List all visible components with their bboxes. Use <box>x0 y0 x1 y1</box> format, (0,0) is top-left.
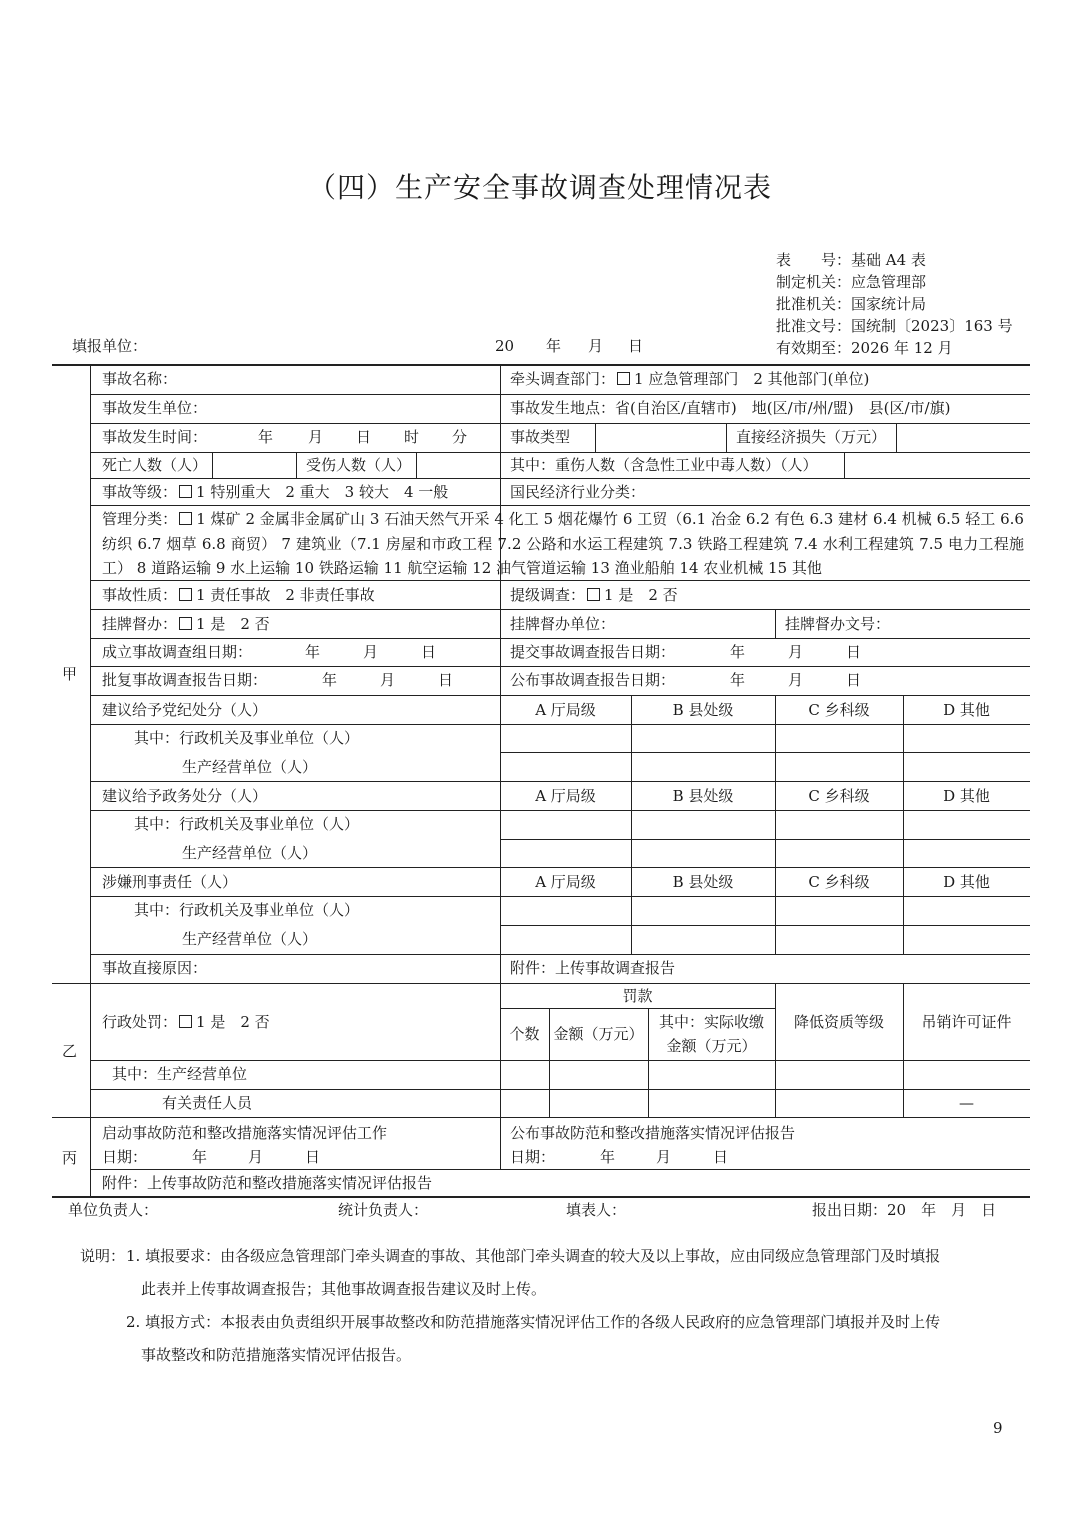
accident-location-label: 事故发生地点：省(自治区/直辖市) 地(区/市/州/盟) 县(区/市/旗) <box>510 399 951 417</box>
publish-eval-label: 公布事故防范和整改措施落实情况评估报告 <box>510 1124 796 1142</box>
section-label-jia: 甲 <box>62 665 78 683</box>
downgrade-qualification-header: 降低资质等级 <box>793 1013 884 1031</box>
gov-sub-biz-label: 生产经营单位（人） <box>182 844 318 862</box>
setup-date-day: 日 <box>421 643 437 661</box>
page-title: （四）生产安全事故调查处理情况表 <box>307 171 772 204</box>
admin-penalty-field[interactable]: 行政处罚： 1 是 2 否 <box>102 1013 270 1031</box>
deaths-label: 死亡人数（人） <box>102 456 208 474</box>
supervise-field[interactable]: 挂牌督办： 1 是 2 否 <box>102 615 270 633</box>
setup-date-year: 年 <box>305 643 321 661</box>
direct-cause-label: 事故直接原因： <box>102 959 208 977</box>
publish-eval-month: 月 <box>656 1148 672 1166</box>
stat-head-label: 统计负责人： <box>338 1201 429 1219</box>
injured-label: 受伤人数（人） <box>306 456 412 474</box>
time-month: 月 <box>308 428 324 446</box>
lead-dept-checkbox[interactable] <box>617 372 630 385</box>
fine-header: 罚款 <box>622 987 653 1005</box>
header-date-year: 年 <box>546 337 562 355</box>
publish-eval-day: 日 <box>713 1148 729 1166</box>
party-col-d: D 其他 <box>943 701 990 719</box>
criminal-col-c: C 乡科级 <box>808 873 870 891</box>
industry-classification-label: 国民经济行业分类： <box>510 483 646 501</box>
gov-sub-admin-label: 其中：行政机关及事业单位（人） <box>134 815 360 833</box>
note-1-line-2: 此表并上传事故调查报告；其他事故调查报告建议及时上传。 <box>141 1280 547 1298</box>
accident-level-field[interactable]: 事故等级： 1 特别重大 2 重大 3 较大 4 一般 <box>102 483 449 501</box>
submit-date-label: 提交事故调查报告日期： <box>510 643 676 661</box>
meta-approval-number: 批准文号：国统制〔2023〕163 号 <box>776 317 1013 335</box>
economic-loss-label: 直接经济损失（万元） <box>736 428 887 446</box>
management-classification-field[interactable]: 管理分类： 1 煤矿 2 金属非金属矿山 3 石油天然气开采 4 化工 5 烟花爆竹 6 工贸（6.1 冶金 6.2 有色 6.3 建材 6.4 机械 6.5 轻工 6.6 纺织 6.7 烟草 6.8 商贸） 7 建筑业（7.1 房屋和市政工程 7.2 公路和水运工程建筑 7.3 铁路工程建筑 7.4 水利工程建筑 7.5 电力工程施工） 8 道路运输 9 水上运输 10 铁路运输 11 航空运输 12 油气管道运输 13 渔业船舶 14 农业机械 15 其他 <box>102 510 1024 577</box>
start-eval-year: 年 <box>192 1148 208 1166</box>
note-2-line-1: 2. 填报方式：本报表由负责组织开展事故整改和防范措施落实情况评估工作的各级人民政府的应急管理部门填报并及时上传 <box>126 1313 941 1331</box>
reporting-unit-label: 填报单位： <box>72 337 148 355</box>
fine-actual-header-line1: 其中：实际收缴 <box>658 1013 764 1031</box>
time-day: 日 <box>356 428 372 446</box>
header-date-month: 月 <box>588 337 604 355</box>
accident-nature-field[interactable]: 事故性质： 1 责任事故 2 非责任事故 <box>102 586 375 604</box>
gov-col-c: C 乡科级 <box>808 787 870 805</box>
revoke-na-dash: — <box>959 1094 974 1112</box>
submit-date-month: 月 <box>788 643 804 661</box>
accident-time-label: 事故发生时间： <box>102 428 208 446</box>
accident-name-label: 事故名称： <box>102 370 178 388</box>
meta-valid-until: 有效期至：2026 年 12 月 <box>776 339 953 357</box>
upload-eval-report[interactable]: 附件：上传事故防范和整改措施落实情况评估报告 <box>102 1174 433 1192</box>
penalty-responsible-label: 有关责任人员 <box>162 1094 253 1112</box>
unit-head-label: 单位负责人： <box>68 1201 159 1219</box>
publish-eval-date-label: 日期： <box>510 1148 556 1166</box>
accident-level-checkbox[interactable] <box>179 485 192 498</box>
supervise-checkbox[interactable] <box>179 617 192 630</box>
upload-investigation-report[interactable]: 附件：上传事故调查报告 <box>510 959 676 977</box>
time-hour: 时 <box>404 428 420 446</box>
penalty-biz-unit-label: 其中：生产经营单位 <box>112 1065 248 1083</box>
fine-count-header: 个数 <box>509 1025 540 1043</box>
party-col-a: A 厅局级 <box>535 701 596 719</box>
meta-form-number: 表 号：基础 A4 表 <box>776 251 926 269</box>
report-date-label: 报出日期：20 年 月 日 <box>812 1201 997 1219</box>
section-label-yi: 乙 <box>62 1042 78 1060</box>
supervise-unit-label: 挂牌督办单位： <box>510 615 616 633</box>
start-eval-month: 月 <box>248 1148 264 1166</box>
note-2-line-2: 事故整改和防范措施落实情况评估报告。 <box>141 1346 412 1364</box>
serious-injured-label: 其中：重伤人数（含急性工业中毒人数）（人） <box>510 456 818 474</box>
gov-col-a: A 厅局级 <box>535 787 596 805</box>
header-date-century: 20 <box>495 337 515 355</box>
time-year: 年 <box>258 428 274 446</box>
approve-date-label: 批复事故调查报告日期： <box>102 671 268 689</box>
start-eval-date-label: 日期： <box>102 1148 148 1166</box>
gov-col-d: D 其他 <box>943 787 990 805</box>
accident-nature-checkbox[interactable] <box>179 588 192 601</box>
publish-date-month: 月 <box>788 671 804 689</box>
party-col-c: C 乡科级 <box>808 701 870 719</box>
setup-date-label: 成立事故调查组日期： <box>102 643 253 661</box>
setup-date-month: 月 <box>363 643 379 661</box>
party-discipline-label: 建议给予党纪处分（人） <box>102 701 268 719</box>
meta-authority: 制定机关：应急管理部 <box>776 273 927 291</box>
criminal-col-a: A 厅局级 <box>535 873 596 891</box>
submit-date-year: 年 <box>730 643 746 661</box>
header-date-day: 日 <box>628 337 644 355</box>
filler-label: 填表人： <box>566 1201 627 1219</box>
publish-date-day: 日 <box>846 671 862 689</box>
section-label-bing: 丙 <box>62 1149 78 1167</box>
publish-date-label: 公布事故调查报告日期： <box>510 671 676 689</box>
revoke-license-header: 吊销许可证件 <box>921 1013 1012 1031</box>
criminal-col-d: D 其他 <box>943 873 990 891</box>
fine-amount-header: 金额（万元） <box>553 1025 644 1043</box>
start-eval-label: 启动事故防范和整改措施落实情况评估工作 <box>102 1124 388 1142</box>
approve-date-day: 日 <box>438 671 454 689</box>
page-number: 9 <box>993 1419 1003 1437</box>
criminal-sub-admin-label: 其中：行政机关及事业单位（人） <box>134 901 360 919</box>
publish-eval-year: 年 <box>600 1148 616 1166</box>
criminal-label: 涉嫌刑事责任（人） <box>102 873 238 891</box>
submit-date-day: 日 <box>846 643 862 661</box>
gov-col-b: B 县处级 <box>672 787 734 805</box>
criminal-col-b: B 县处级 <box>672 873 734 891</box>
party-col-b: B 县处级 <box>672 701 734 719</box>
approve-date-year: 年 <box>322 671 338 689</box>
management-classification-checkbox[interactable] <box>179 512 192 525</box>
publish-date-year: 年 <box>730 671 746 689</box>
party-sub-admin-label: 其中：行政机关及事业单位（人） <box>134 729 360 747</box>
fine-actual-header-line2: 金额（万元） <box>666 1037 757 1055</box>
upgrade-investigation-checkbox[interactable] <box>587 588 600 601</box>
admin-penalty-checkbox[interactable] <box>179 1015 192 1028</box>
accident-type-label: 事故类型 <box>510 428 571 446</box>
accident-unit-label: 事故发生单位： <box>102 399 208 417</box>
upgrade-investigation-field[interactable]: 提级调查： 1 是 2 否 <box>510 586 678 604</box>
notes-label: 说明： <box>80 1247 126 1265</box>
time-minute: 分 <box>452 428 468 446</box>
approve-date-month: 月 <box>380 671 396 689</box>
note-1-line-1: 1. 填报要求：由各级应急管理部门牵头调查的事故、其他部门牵头调查的较大及以上事故，应由同级应急管理部门及时填报 <box>126 1247 941 1265</box>
supervise-doc-label: 挂牌督办文号： <box>785 615 891 633</box>
criminal-sub-biz-label: 生产经营单位（人） <box>182 930 318 948</box>
start-eval-day: 日 <box>305 1148 321 1166</box>
lead-dept-field[interactable]: 牵头调查部门： 1 应急管理部门 2 其他部门(单位) <box>510 370 870 388</box>
party-sub-biz-label: 生产经营单位（人） <box>182 758 318 776</box>
gov-discipline-label: 建议给予政务处分（人） <box>102 787 268 805</box>
meta-approver: 批准机关：国家统计局 <box>776 295 927 313</box>
